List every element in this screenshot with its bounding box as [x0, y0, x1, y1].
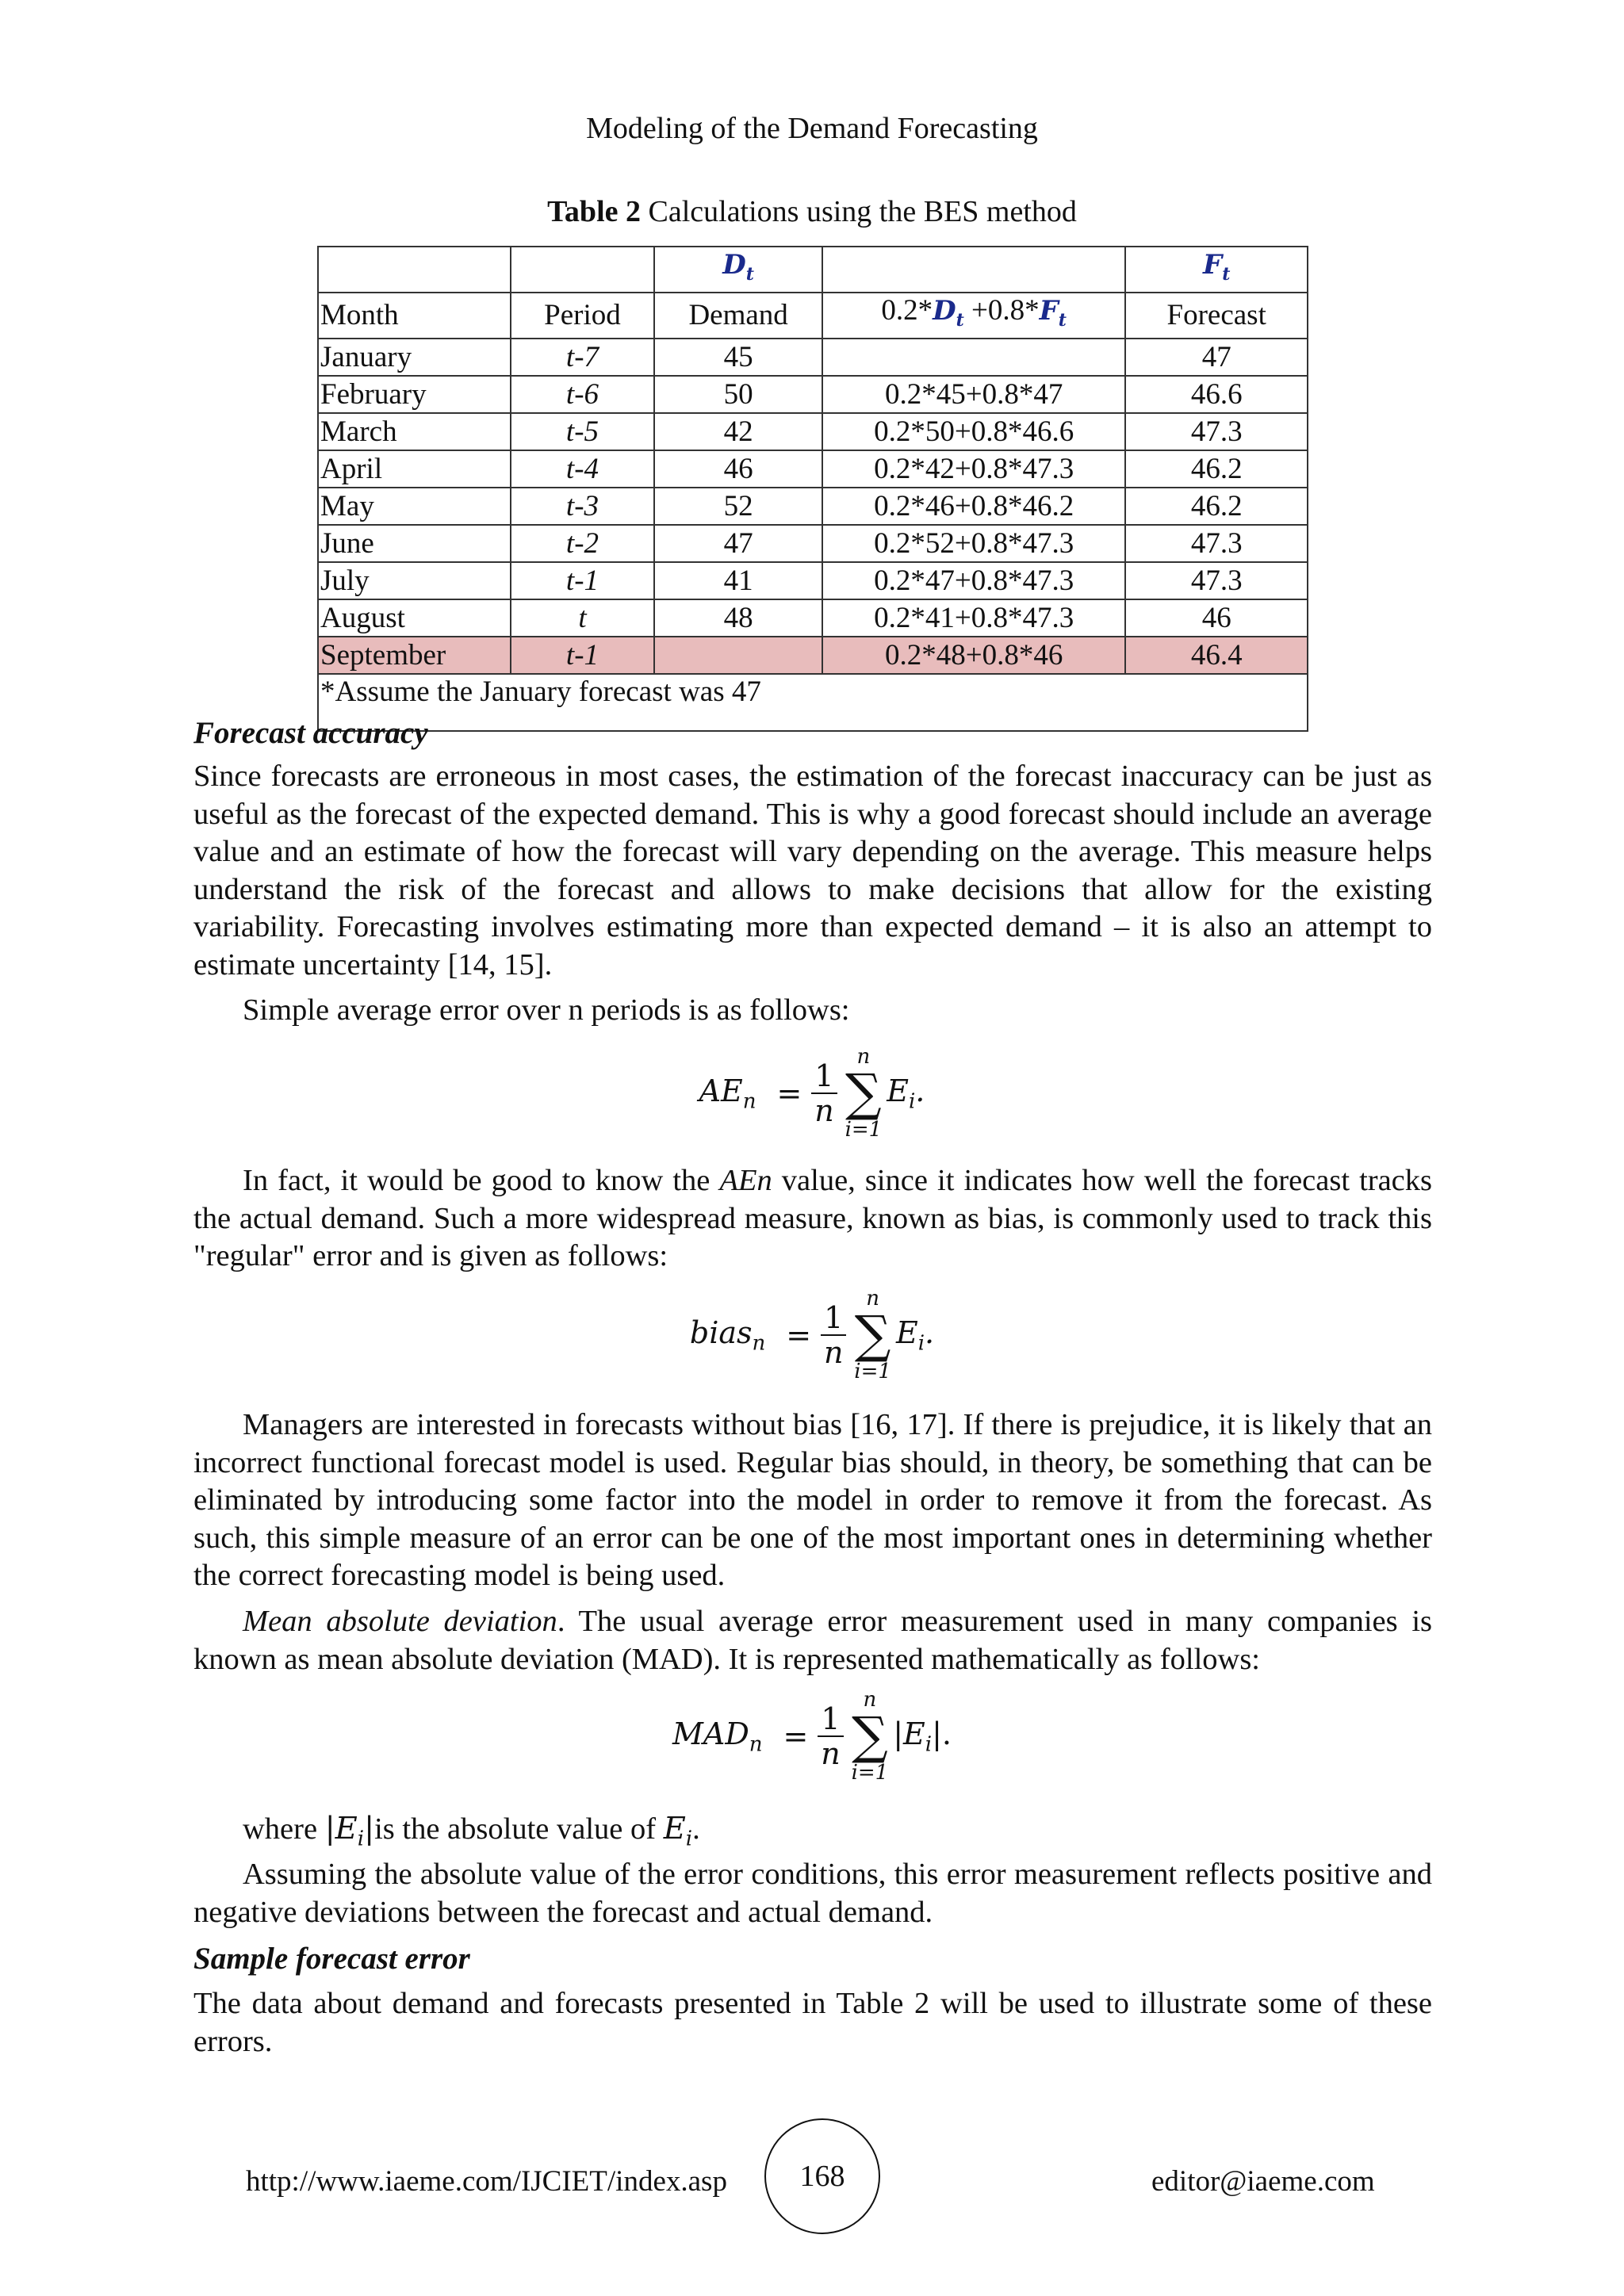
table-row: [318, 525, 1308, 562]
running-head: Modeling of the Demand Forecasting: [586, 112, 1038, 145]
cell-formula: [822, 339, 1125, 376]
cell-demand: 50: [654, 376, 822, 413]
cell-month: September: [318, 637, 511, 674]
paragraph-bias-intro: In fact, it would be good to know the AEn value, since it indicates how well the forecast tracks the actual demand. Such a more widespread measure, known as bias, is commonly used to track this "regular" error and is given as follows:: [193, 1164, 1433, 1272]
header-period: Period: [511, 293, 655, 339]
table-row: [318, 413, 1308, 450]
cell-forecast: 47: [1125, 339, 1308, 376]
equation-bias: bias$_n$ = $\frac{1}{n}$ n ∑ i=1 $E_i$.: [689, 1287, 935, 1383]
page-number: 168: [764, 2118, 880, 2234]
cell-formula: 0.2*50+0.8*46.6: [822, 413, 1125, 450]
cell-forecast: 46.6: [1125, 376, 1308, 413]
paragraph-mad-where: where $|E_i|is$ the absolute value of $E_i$.: [243, 1811, 700, 1851]
cell-month: January: [318, 339, 511, 376]
cell-period: t-3: [511, 488, 655, 525]
table-body: [318, 339, 1308, 674]
table-header-symbols: [318, 247, 1308, 293]
table-row: [318, 488, 1308, 525]
table-row: [318, 376, 1308, 413]
cell-formula: 0.2*46+0.8*46.2: [822, 488, 1125, 525]
cell-formula: 0.2*47+0.8*47.3: [822, 562, 1125, 599]
cell-month: February: [318, 376, 511, 413]
cell-month: July: [318, 562, 511, 599]
cell-period: t-2: [511, 525, 655, 562]
footer-url[interactable]: http://www.iaeme.com/IJCIET/index.asp: [246, 2165, 727, 2198]
table-row: [318, 637, 1308, 674]
table-row: [318, 599, 1308, 637]
cell-period: t-5: [511, 413, 655, 450]
heading-forecast-accuracy: Forecast accuracy: [193, 716, 428, 750]
cell-period: t-4: [511, 450, 655, 488]
cell-formula: 0.2*45+0.8*47: [822, 376, 1125, 413]
cell-formula: 0.2*42+0.8*47.3: [822, 450, 1125, 488]
cell-period: t-1: [511, 562, 655, 599]
table-caption-label: Table 2: [547, 195, 641, 228]
cell-forecast: 46.2: [1125, 450, 1308, 488]
table-caption: [0, 194, 1624, 229]
header-demand: Demand: [654, 293, 822, 339]
paragraph-accuracy-intro: Since forecasts are erroneous in most cases, the estimation of the forecast inaccuracy can be just as useful as the forecast of the expected demand. This is why a good forecast should include an average value and an estimate of how the forecast will vary depending on the average. This measure helps understand the risk of the forecast and allows to make decisions that allow for the existing variability. Forecasting involves estimating more than expected demand – it is also an attempt to estimate uncertainty [14, 15].: [193, 760, 1432, 982]
cell-period: t-1: [511, 637, 655, 674]
cell-demand: 52: [654, 488, 822, 525]
equation-average-error: $AE_n$ = $\frac{1}{n}$ n ∑ i=1 $E_i$.: [699, 1045, 925, 1142]
paragraph-mad-intro: Mean absolute deviation. The usual average error measurement used in many companies is known as mean absolute deviation (MAD). It is represented mathematically as follows:: [193, 1605, 1432, 1676]
table-caption-text: Calculations using the BES method: [641, 195, 1077, 228]
cell-formula: 0.2*41+0.8*47.3: [822, 599, 1125, 637]
cell-demand: 45: [654, 339, 822, 376]
cell-month: April: [318, 450, 511, 488]
cell-formula: 0.2*48+0.8*46: [822, 637, 1125, 674]
header-forecast: Forecast: [1125, 293, 1308, 339]
cell-demand: 48: [654, 599, 822, 637]
table-row: [318, 339, 1308, 376]
cell-formula: 0.2*52+0.8*47.3: [822, 525, 1125, 562]
header-formula: $0.2*D_t +0.8*F_t$: [822, 293, 1125, 339]
paragraph-average-error: Simple average error over n periods is as follows:: [243, 993, 850, 1027]
equation-mad: $MAD_n$ = $\frac{1}{n}$ n ∑ i=1 $|E_i|$.: [672, 1688, 952, 1785]
table-note: *Assume the January forecast was 47: [318, 674, 1308, 731]
cell-month: May: [318, 488, 511, 525]
table-header-row: [318, 293, 1308, 339]
table-note-row: [318, 674, 1308, 731]
forecast-symbol: $F_t$: [1125, 247, 1308, 293]
cell-period: t-6: [511, 376, 655, 413]
cell-month: August: [318, 599, 511, 637]
header-month: Month: [318, 293, 511, 339]
cell-period: t: [511, 599, 655, 637]
cell-demand: 46: [654, 450, 822, 488]
demand-symbol: $D_t$: [654, 247, 822, 293]
cell-demand: 42: [654, 413, 822, 450]
cell-month: March: [318, 413, 511, 450]
table-row: [318, 562, 1308, 599]
paragraph-sample-intro: The data about demand and forecasts presented in Table 2 will be used to illustrate some of these errors.: [193, 1987, 1432, 2058]
cell-demand: 41: [654, 562, 822, 599]
cell-period: t-7: [511, 339, 655, 376]
footer-email[interactable]: editor@iaeme.com: [1151, 2165, 1375, 2198]
cell-demand: [654, 637, 822, 674]
cell-forecast: 46.2: [1125, 488, 1308, 525]
paragraph-bias-discussion: Managers are interested in forecasts without bias [16, 17]. If there is prejudice, it is likely that an incorrect functional forecast model is used. Regular bias should, in theory, be something that can be eliminated by introducing some factor into the model in order to remove it from the forecast. As such, this simple measure of an error can be one of the most important ones in determining whether the correct forecasting model is being used.: [193, 1408, 1432, 1592]
heading-sample-forecast-error: Sample forecast error: [193, 1942, 470, 1976]
bes-table: [317, 246, 1308, 732]
cell-forecast: 46: [1125, 599, 1308, 637]
table-row: [318, 450, 1308, 488]
cell-forecast: 46.4: [1125, 637, 1308, 674]
cell-forecast: 47.3: [1125, 525, 1308, 562]
cell-month: June: [318, 525, 511, 562]
paragraph-mad-summary: Assuming the absolute value of the error conditions, this error measurement reflects positive and negative deviations between the forecast and actual demand.: [193, 1858, 1432, 1929]
cell-demand: 47: [654, 525, 822, 562]
cell-forecast: 47.3: [1125, 562, 1308, 599]
cell-forecast: 47.3: [1125, 413, 1308, 450]
